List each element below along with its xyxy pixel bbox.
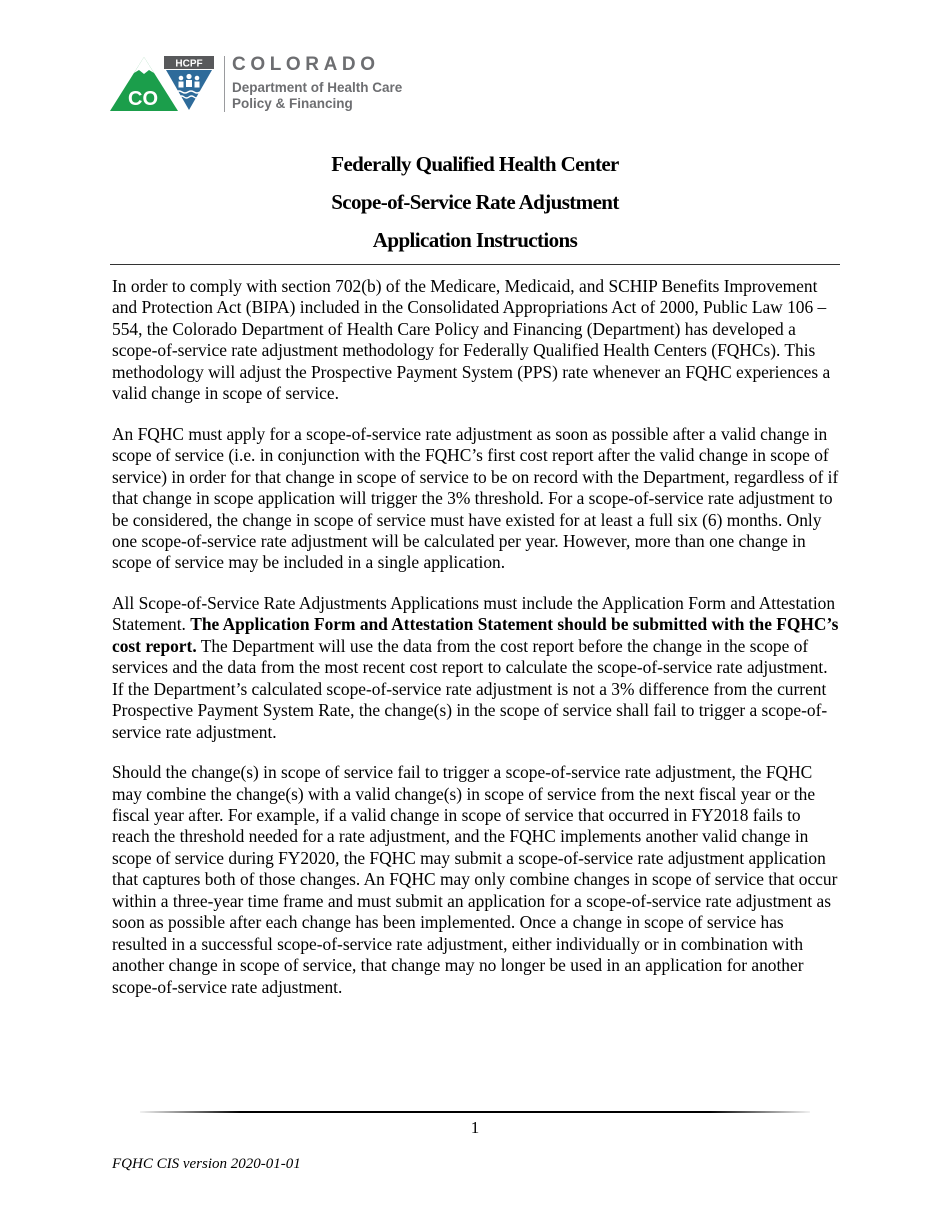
hcpf-logo — [110, 54, 440, 116]
logo-text — [232, 54, 402, 112]
footer-rule — [140, 1111, 810, 1113]
version-footer: FQHC CIS version 2020-01-01 — [112, 1156, 301, 1172]
document-title-line-3: Application Instructions — [372, 228, 578, 252]
document-body — [112, 276, 842, 1017]
paragraph-1: In order to comply with section 702(b) of the Medicare, Medicaid, and SCHIP Benefits Improvement and Protection Act (BIPA) included in the Consolidated Appropriations Act of 2000, Public Law 106 – 554, the Colorado Department of Health Care Policy and Financing (Department) has developed a scope-of-service rate adjustment methodology for Federally Qualified Health Centers (FQHCs). This methodology will adjust the Prospective Payment System (PPS) rate whenever an FQHC experiences a valid change in scope of service. — [112, 276, 831, 404]
logo-dept-line1: Department of Health Care — [232, 80, 403, 95]
svg-text:HCPF: HCPF — [175, 58, 203, 70]
logo-state-name: COLORADO — [232, 54, 380, 75]
logo-department-name — [232, 80, 402, 112]
svg-text:CO: CO — [128, 88, 158, 110]
header-rule — [110, 264, 840, 265]
page-number: 1 — [470, 1118, 480, 1137]
colorado-mountain-logo-icon — [110, 54, 216, 114]
paragraph-3-intro: All Scope-of-Service Rate Adjustments Applications must include the Application Form and Attestation Statement. — [112, 592, 836, 635]
paragraph-3-rest: The Department will use the data from the cost report before the change in the scope of services and the data from the most recent cost report to calculate the scope-of-service rate adjustment. If the Department’s calculated scope-of-service rate adjustment is not a 3% difference from the current Prospective Payment System Rate, the change(s) in the scope of service shall fail to trigger a scope-of-service rate adjustment. — [112, 635, 828, 742]
document-title-line-2: Scope-of-Service Rate Adjustment — [331, 190, 619, 214]
logo-divider — [224, 56, 225, 112]
paragraph-3-bold-note: The Application Form and Attestation Statement should be submitted with the FQHC’s cost report. — [112, 614, 839, 656]
logo-dept-line2: Policy & Financing — [232, 96, 353, 111]
paragraph-2: An FQHC must apply for a scope-of-service rate adjustment as soon as possible after a valid change in scope of service (i.e. in conjunction with the FQHC’s first cost report after the valid change in scope of service) in order for that change in scope of service to be on record with the Department, regardless of if that change in scope application will trigger the 3% threshold. For a scope-of-service rate adjustment to be considered, the change in scope of service must have existed for at least a full six (6) months. Only one scope-of-service rate adjustment will be calculated per year. However, more than one change in scope of service may be included in a single application. — [112, 423, 839, 573]
document-title-line-1: Federally Qualified Health Center — [331, 152, 619, 176]
paragraph-3 — [112, 593, 842, 743]
paragraph-4: Should the change(s) in scope of service fail to trigger a scope-of-service rate adjustment, the FQHC may combine the change(s) with a valid change(s) in scope of service from the next fiscal year or the fiscal year after. For example, if a valid change in scope of service that occurred in FY2018 fails to reach the threshold needed for a rate adjustment, and the FQHC implements another valid change in scope of service during FY2020, the FQHC may submit a scope-of-service rate adjustment application that captures both of those changes. An FQHC may only combine changes in scope of service that occur within a three-year time frame and must submit an application for a scope-of-service rate adjustment as soon as possible after each change has been implemented. Once a change in scope of service has resulted in a successful scope-of-service rate adjustment, either individually or in combination with another change in scope of service, that change may no longer be used in an application for another scope-of-service rate adjustment. — [112, 762, 838, 997]
